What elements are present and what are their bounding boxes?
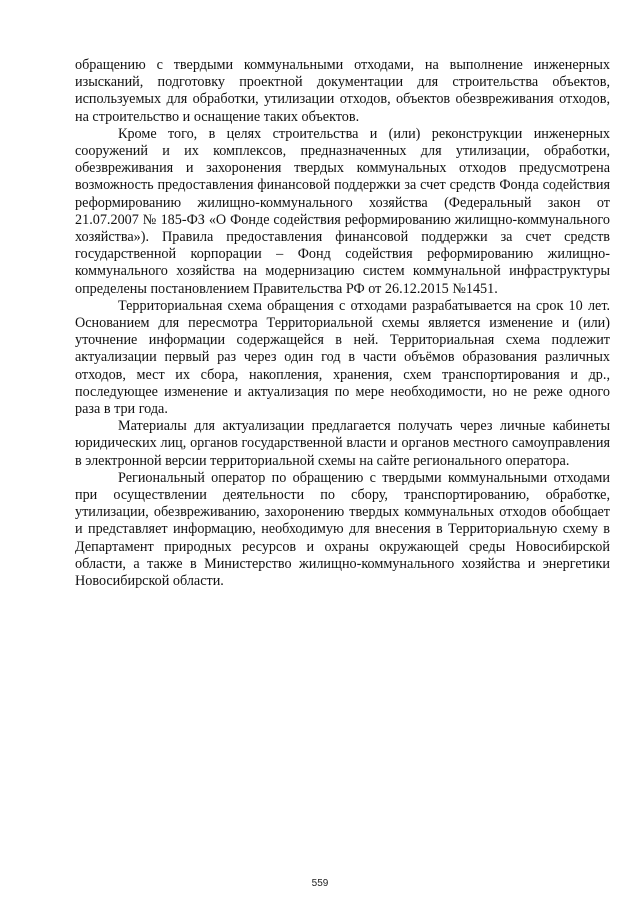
page-number: 559 (311, 878, 329, 889)
document-body (75, 57, 610, 590)
paragraph-financial-support: Кроме того, в целях строительства и (или) реконструкции инженерных сооружений и их комплексов, предназначенных для утилизации, обработки, обезвреживания и захоронения твердых коммунальных отходов предусмотрена возможность предоставления финансовой поддержки за счет средств Фонда содействия реформированию жилищно-коммунального хозяйства (Федеральный закон от 21.07.2007 № 185-ФЗ «О Фонде содействия реформированию жилищно-коммунального хозяйства»). Правила предоставления финансовой поддержки за счет средств государственной корпорации – Фонд содействия реформированию жилищно-коммунального хозяйства на модернизацию систем коммунальной инфраструктуры определены постановлением Правительства РФ от 26.12.2015 №1451. (75, 125, 610, 297)
paragraph-waste-treatment-objects: обращению с твердыми коммунальными отходами, на выполнение инженерных изысканий, подготовку проектной документации для строительства объектов, используемых для обработки, утилизации отходов, объектов обезвреживания отходов, на строительство и оснащение таких объектов. (75, 57, 610, 125)
paragraph-regional-operator: Региональный оператор по обращению с твердыми коммунальными отходами при осуществлении деятельности по сбору, транспортированию, обработке, утилизации, обезвреживанию, захоронению твердых коммунальных отходов обобщает и представляет информацию, необходимую для внесения в Территориальную схему в Департамент природных ресурсов и охраны окружающей среды Новосибирской области, а также в Министерство жилищно-коммунального хозяйства и энергетики Новосибирской области. (75, 469, 610, 590)
paragraph-update-materials: Материалы для актуализации предлагается получать через личные кабинеты юридических лиц, органов государственной власти и органов местного самоуправления в электронной версии территориальной схемы на сайте регионального оператора. (75, 418, 610, 469)
paragraph-territorial-scheme-term: Территориальная схема обращения с отходами разрабатывается на срок 10 лет. Основанием для пересмотра Территориальной схемы является изменение и (или) уточнение информации содержащейся в ней. Территориальная схема подлежит актуализации первый раз через один год в части объёмов образования различных отходов, мест их сбора, накопления, хранения, схем транспортирования и др., последующее изменение и актуализация по мере необходимости, но не реже одного раза в три года. (75, 297, 610, 418)
